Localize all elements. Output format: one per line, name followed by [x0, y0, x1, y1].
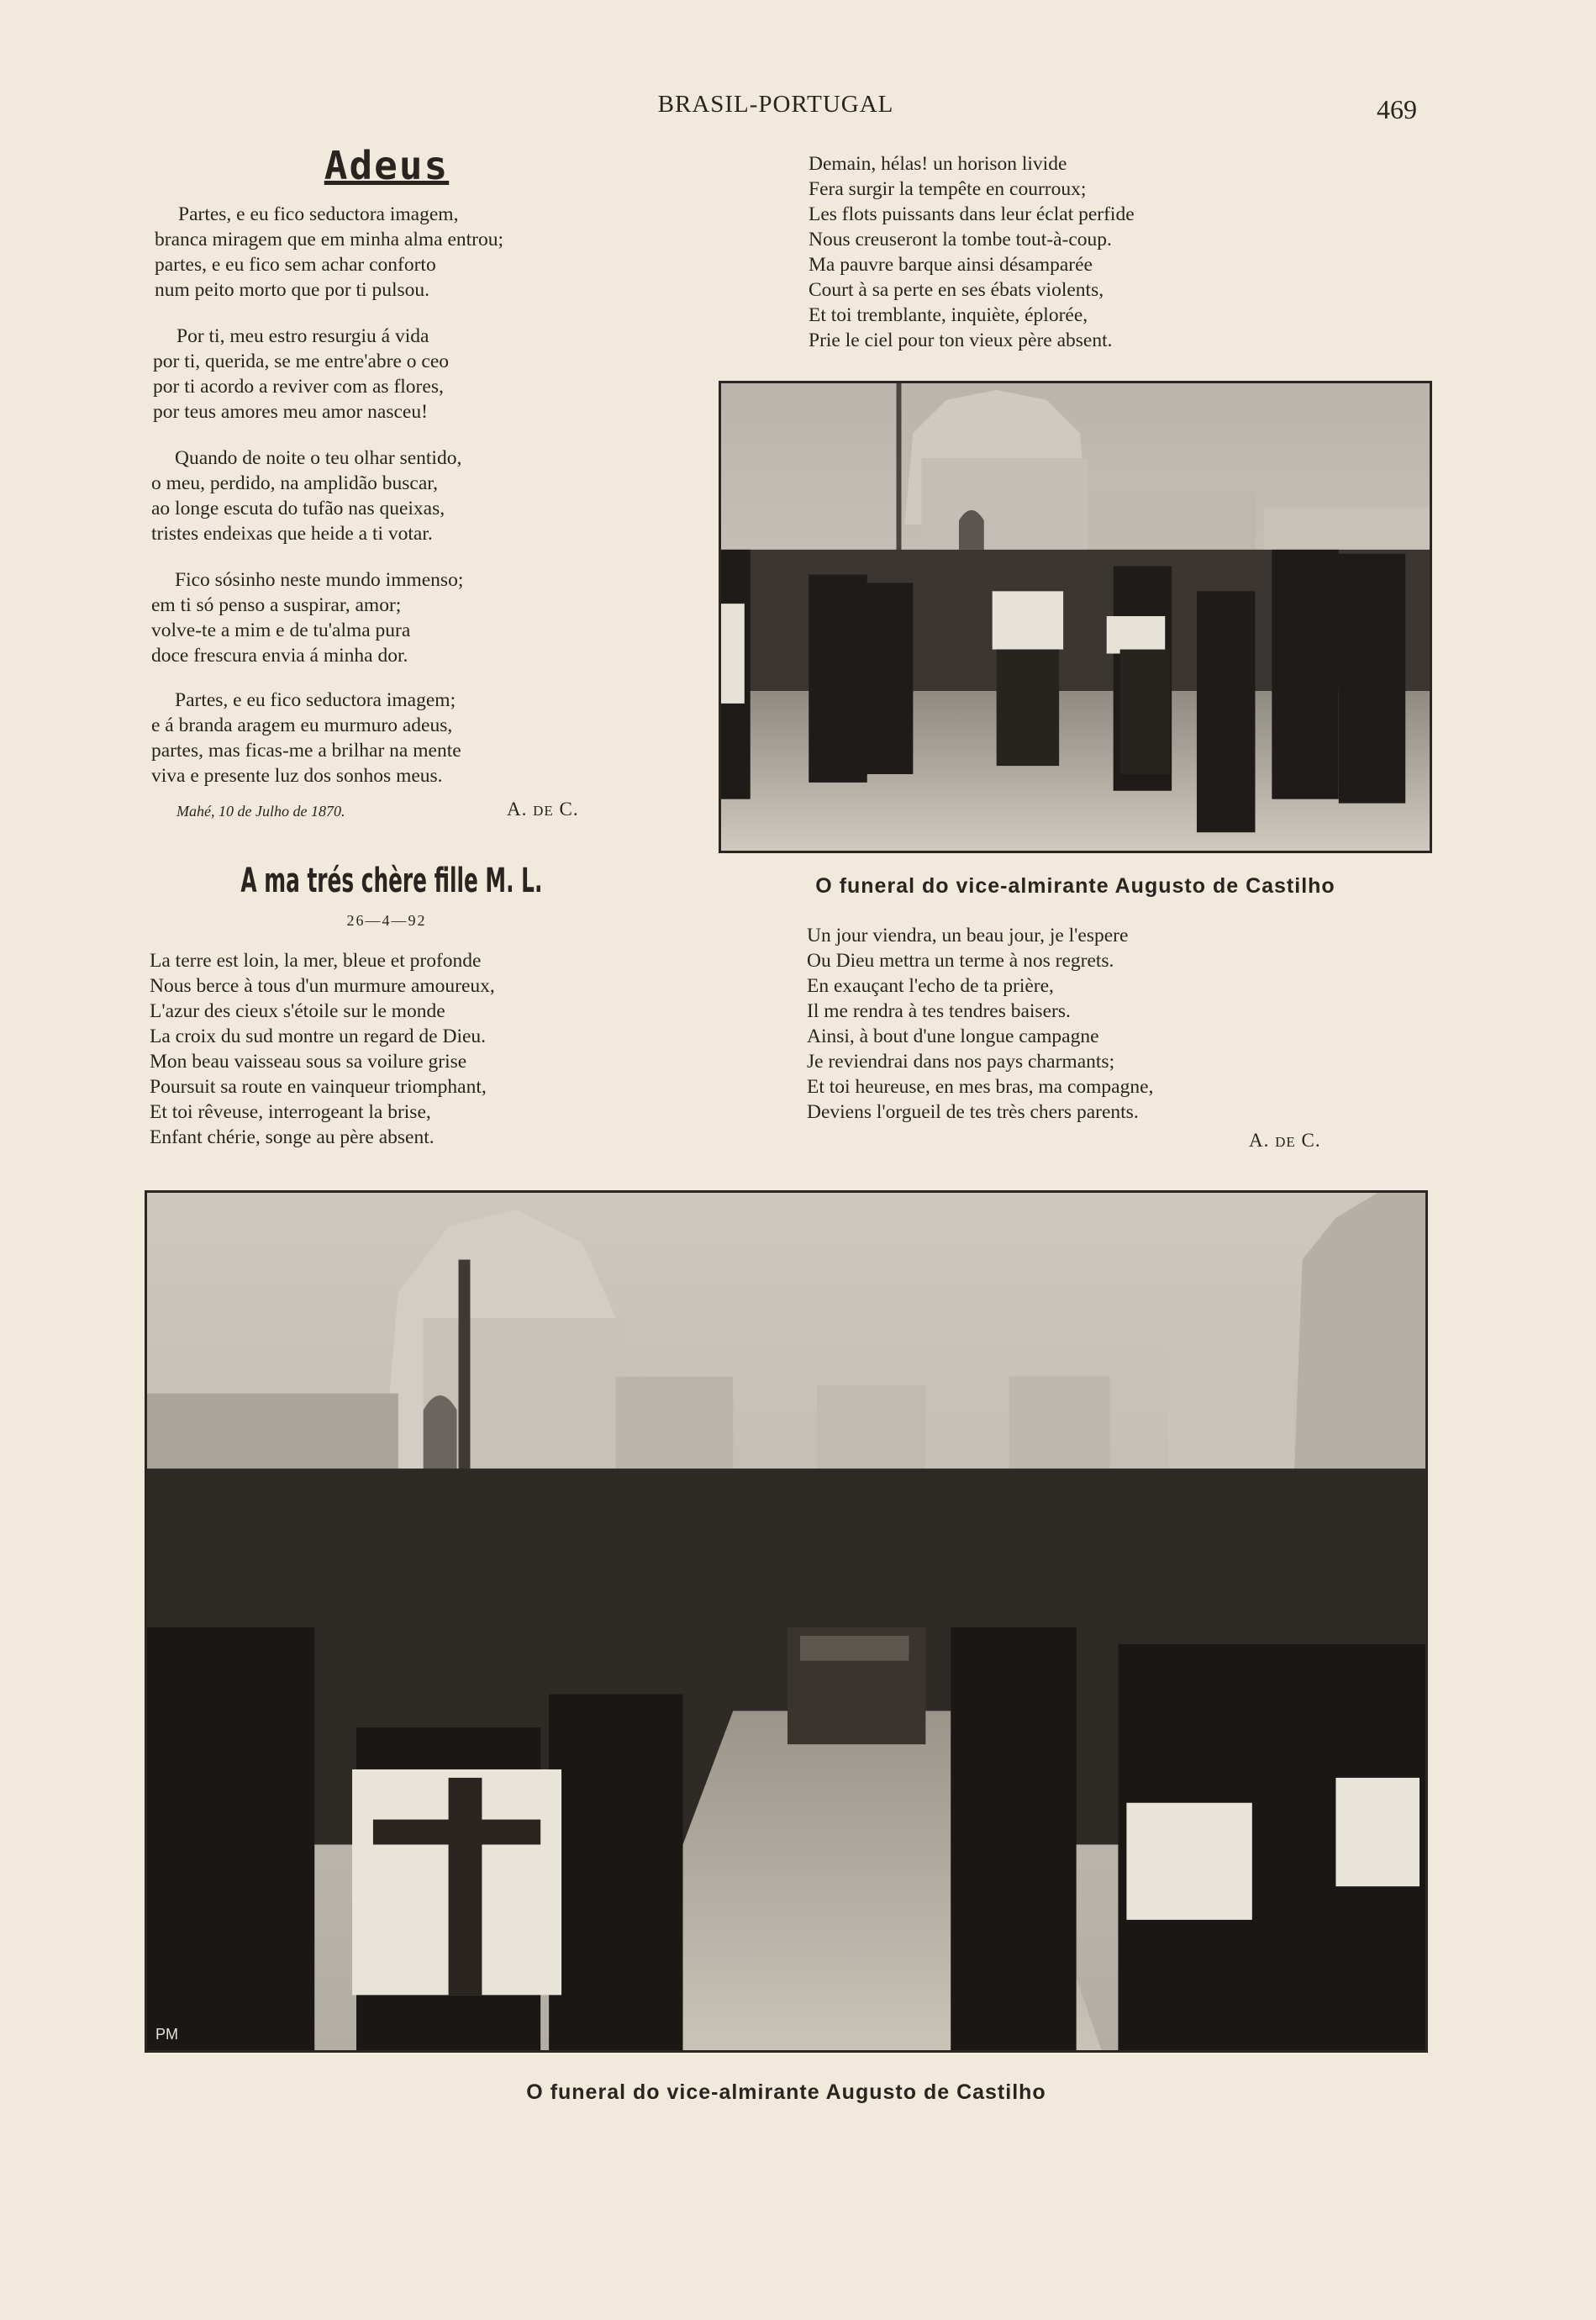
poem2-stanza-3: [807, 923, 1153, 1125]
poem-line: Il me rendra à tes tendres baisers.: [807, 1000, 1071, 1022]
funeral-photo-bottom: [145, 1190, 1428, 2053]
poem2-signature: [1249, 1130, 1321, 1152]
poem-line: En exauçant l'echo de ta prière,: [807, 975, 1054, 997]
poem-line: Enfant chérie, songe au père absent.: [150, 1126, 435, 1148]
poem-line: o meu, perdido, na amplidão buscar,: [151, 472, 439, 494]
poem-line: volve-te a mim e de tu'alma pura: [151, 620, 411, 641]
top-photo-caption: O funeral do vice-almirante Augusto de Castilho: [815, 874, 1335, 898]
poem-line: partes, mas ficas-me a brilhar na mente: [151, 740, 461, 762]
signature-initial: C.: [559, 799, 579, 820]
poem1-stanza-5: [151, 688, 461, 788]
poem-line: em ti só penso a suspirar, amor;: [151, 594, 402, 616]
poem-line: doce frescura envia á minha dor.: [151, 645, 408, 667]
poem1-place-date: Mahé, 10 de Julho de 1870.: [176, 803, 345, 820]
poem-line: Poursuit sa route en vainqueur triomphant,: [150, 1076, 487, 1098]
poem-line: por ti, querida, se me entre'abre o ceo: [153, 351, 450, 372]
poem1-stanza-3: [151, 446, 461, 546]
poem-line: Demain, hélas! un horison livide: [809, 153, 1067, 175]
poem-line: Et toi rêveuse, interrogeant la brise,: [150, 1101, 431, 1123]
funeral-photo-bottom-image: [147, 1193, 1425, 2050]
bottom-photo-caption: O funeral do vice-almirante Augusto de Castilho: [526, 2080, 1046, 2104]
poem-line: Nous creuseront la tombe tout-à-coup.: [809, 229, 1112, 250]
poem-line: viva e presente luz dos sonhos meus.: [151, 765, 443, 787]
poem-line: Et toi heureuse, en mes bras, ma compagne,: [807, 1076, 1154, 1098]
signature-initial: C.: [1301, 1130, 1321, 1151]
poem-line: ao longe escuta do tufão nas queixas,: [151, 498, 445, 519]
signature-initial: A.: [507, 799, 528, 820]
poem-title-adeus: Adeus: [324, 143, 450, 188]
poem-line: Nous berce à tous d'un murmure amoureux,: [150, 975, 495, 997]
poem-line: Partes, e eu fico seductora imagem;: [175, 689, 456, 711]
poem-line: La croix du sud montre un regard de Dieu.: [150, 1026, 487, 1047]
poem-line: Fico sósinho neste mundo immenso;: [175, 569, 464, 591]
poem-line: Ainsi, à bout d'une longue campagne: [807, 1026, 1099, 1047]
poem-line: num peito morto que por ti pulsou.: [155, 279, 430, 301]
poem-line: Court à sa perte en ses ébats violents,: [809, 279, 1104, 301]
poem2-date: 26—4—92: [346, 912, 427, 929]
poem-line: Les flots puissants dans leur éclat perfide: [809, 203, 1135, 225]
poem-line: Partes, e eu fico seductora imagem,: [178, 203, 459, 225]
funeral-photo-top: [719, 381, 1432, 853]
poem-line: e á branda aragem eu murmuro adeus,: [151, 714, 453, 736]
running-head: BRASIL-PORTUGAL: [657, 91, 894, 118]
poem2-stanza-1: [150, 948, 495, 1150]
poem-line: Je reviendrai dans nos pays charmants;: [807, 1051, 1115, 1073]
poem-line: partes, e eu fico sem achar conforto: [155, 254, 436, 276]
poem-line: Ma pauvre barque ainsi désamparée: [809, 254, 1093, 276]
poem-line: La terre est loin, la mer, bleue et profonde: [150, 950, 482, 972]
poem-line: Por ti, meu estro resurgiu á vida: [176, 325, 429, 347]
poem-line: Ou Dieu mettra un terme à nos regrets.: [807, 950, 1114, 972]
poem-line: Et toi tremblante, inquiète, éplorée,: [809, 304, 1088, 326]
poem1-signature: [507, 799, 579, 820]
funeral-photo-top-image: [721, 383, 1430, 851]
page-number: 469: [1377, 94, 1417, 124]
poem-line: Prie le ciel pour ton vieux père absent.: [809, 330, 1113, 351]
poem-line: tristes endeixas que heide a ti votar.: [151, 523, 433, 545]
poem1-stanza-1: [155, 202, 503, 303]
poem2-stanza-2: [809, 151, 1135, 353]
signature-particle: DE: [1275, 1134, 1296, 1150]
signature-initial: A.: [1249, 1130, 1270, 1151]
poem-line: Fera surgir la tempête en courroux;: [809, 178, 1087, 200]
poem-line: Deviens l'orgueil de tes très chers parents.: [807, 1101, 1139, 1123]
poem-title-fille: A ma trés chère fille M. L.: [240, 862, 543, 900]
poem-line: Quando de noite o teu olhar sentido,: [175, 447, 462, 469]
poem-line: Un jour viendra, un beau jour, je l'espere: [807, 925, 1129, 946]
photo-monogram: PM: [155, 2026, 178, 2043]
poem1-stanza-2: [153, 324, 449, 424]
poem1-stanza-4: [151, 567, 463, 668]
poem-line: por ti acordo a reviver com as flores,: [153, 376, 444, 398]
poem-line: branca miragem que em minha alma entrou;: [155, 229, 504, 250]
poem-line: L'azur des cieux s'étoile sur le monde: [150, 1000, 445, 1022]
poem-line: Mon beau vaisseau sous sa voilure grise: [150, 1051, 467, 1073]
poem-line: por teus amores meu amor nasceu!: [153, 401, 428, 423]
signature-particle: DE: [533, 803, 554, 819]
